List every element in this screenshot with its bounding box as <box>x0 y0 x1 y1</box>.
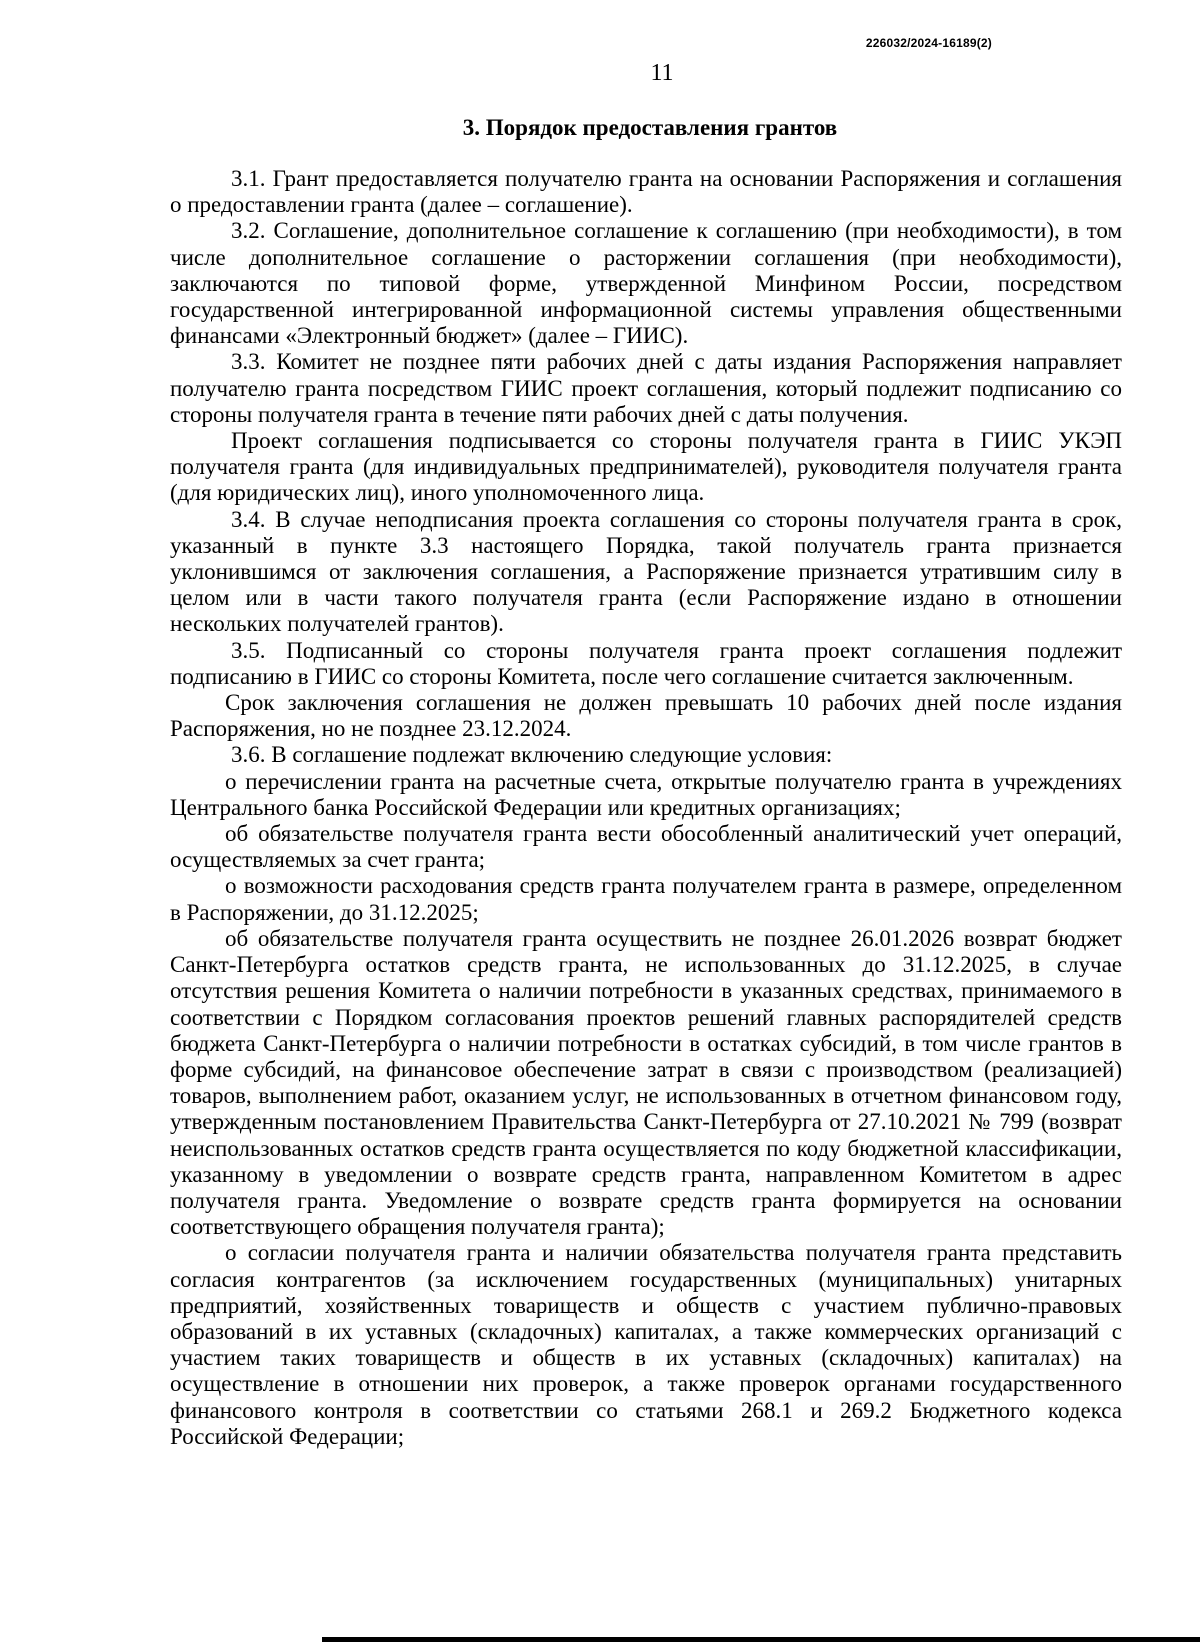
document-registration-number: 226032/2024-16189(2) <box>865 36 992 50</box>
condition-refund: об обязательстве получателя гранта осуществить не позднее 26.01.2026 возврат бюджет Санкт-Петербурга остатков средств гранта, не использованных до 31.12.2025, в случае отсутствия решения Комитета о наличии потребности в указанных средствах, принимаемого в соответствии с Порядком согласования проектов решений главных распорядителей средств бюджета Санкт-Петербурга о наличии потребности в остатках субсидий, в том числе грантов в форме субсидий, на финансовое обеспечение затрат в связи с производством (реализацией) товаров, выполнением работ, оказанием услуг, не использованных в отчетном финансовом году, утвержденным постановлением Правительства Санкт-Петербурга от 27.10.2021 № 799 (возврат неиспользованных остатков средств гранта осуществляется по коду бюджетной классификации, указанному в уведомлении о возврате средств гранта, направленном Комитетом в адрес получателя гранта. Уведомление о возврате средств гранта формируется на основании соответствующего обращения получателя гранта); <box>170 925 1122 1240</box>
paragraph-3-5: 3.5. Подписанный со стороны получателя гранта проект соглашения подлежит подписанию в ГИИС со стороны Комитета, после чего соглашение считается заключенным. <box>170 637 1122 689</box>
section-title: 3. Порядок предоставления грантов <box>462 115 838 140</box>
paragraph-3-3: 3.3. Комитет не позднее пяти рабочих дней с даты издания Распоряжения направляет получателю гранта посредством ГИИС проект соглашения, который подлежит подписанию со стороны получателя гранта в течение пяти рабочих дней с даты получения. <box>170 349 1122 427</box>
page-number: 11 <box>650 60 674 86</box>
document-body <box>170 166 1122 1450</box>
paragraph-3-5-deadline: Срок заключения соглашения не должен превышать 10 рабочих дней после издания Распоряжения, но не позднее 23.12.2024. <box>170 690 1122 742</box>
paragraph-3-6: 3.6. В соглашение подлежат включению следующие условия: <box>231 742 833 768</box>
condition-accounting: об обязательстве получателя гранта вести обособленный аналитический учет операций, осуществляемых за счет гранта; <box>170 821 1122 873</box>
paragraph-3-4: 3.4. В случае неподписания проекта соглашения со стороны получателя гранта в срок, указанный в пункте 3.3 настоящего Порядка, такой получатель гранта признается уклонившимся от заключения соглашения, а Распоряжение признается утратившим силу в целом или в части такого получателя гранта (если Распоряжение издано в отношении нескольких получателей грантов). <box>170 506 1122 637</box>
paragraph-3-1: 3.1. Грант предоставляется получателю гранта на основании Распоряжения и соглашения о предоставлении гранта (далее – соглашение). <box>170 166 1122 218</box>
condition-consent: о согласии получателя гранта и наличии обязательства получателя гранта представить согласия контрагентов (за исключением государственных (муниципальных) унитарных предприятий, хозяйственных товариществ и обществ с участием публично-правовых образований в их уставных (складочных) капиталах, а также коммерческих организаций с участием таких товариществ и обществ в их уставных (складочных) капиталах) на осуществление в отношении них проверок, а также проверок органами государственного финансового контроля в соответствии со статьями 268.1 и 269.2 Бюджетного кодекса Российской Федерации; <box>170 1240 1122 1449</box>
paragraph-3-2: 3.2. Соглашение, дополнительное соглашение к соглашению (при необходимости), в том числе дополнительное соглашение о расторжении соглашения (при необходимости), заключаются по типовой форме, утвержденной Минфином России, посредством государственной интегрированной информационной системы управления общественными финансами «Электронный бюджет» (далее – ГИИС). <box>170 218 1122 349</box>
condition-transfer: о перечислении гранта на расчетные счета, открытые получателю гранта в учреждениях Центрального банка Российской Федерации или кредитных организациях; <box>170 768 1122 820</box>
paragraph-3-3-signing: Проект соглашения подписывается со стороны получателя гранта в ГИИС УКЭП получателя гранта (для индивидуальных предпринимателей), руководителя получателя гранта (для юридических лиц), иного уполномоченного лица. <box>170 428 1122 506</box>
bottom-scan-edge <box>322 1637 1200 1642</box>
condition-spending: о возможности расходования средств гранта получателем гранта в размере, определенном в Распоряжении, до 31.12.2025; <box>170 873 1122 925</box>
